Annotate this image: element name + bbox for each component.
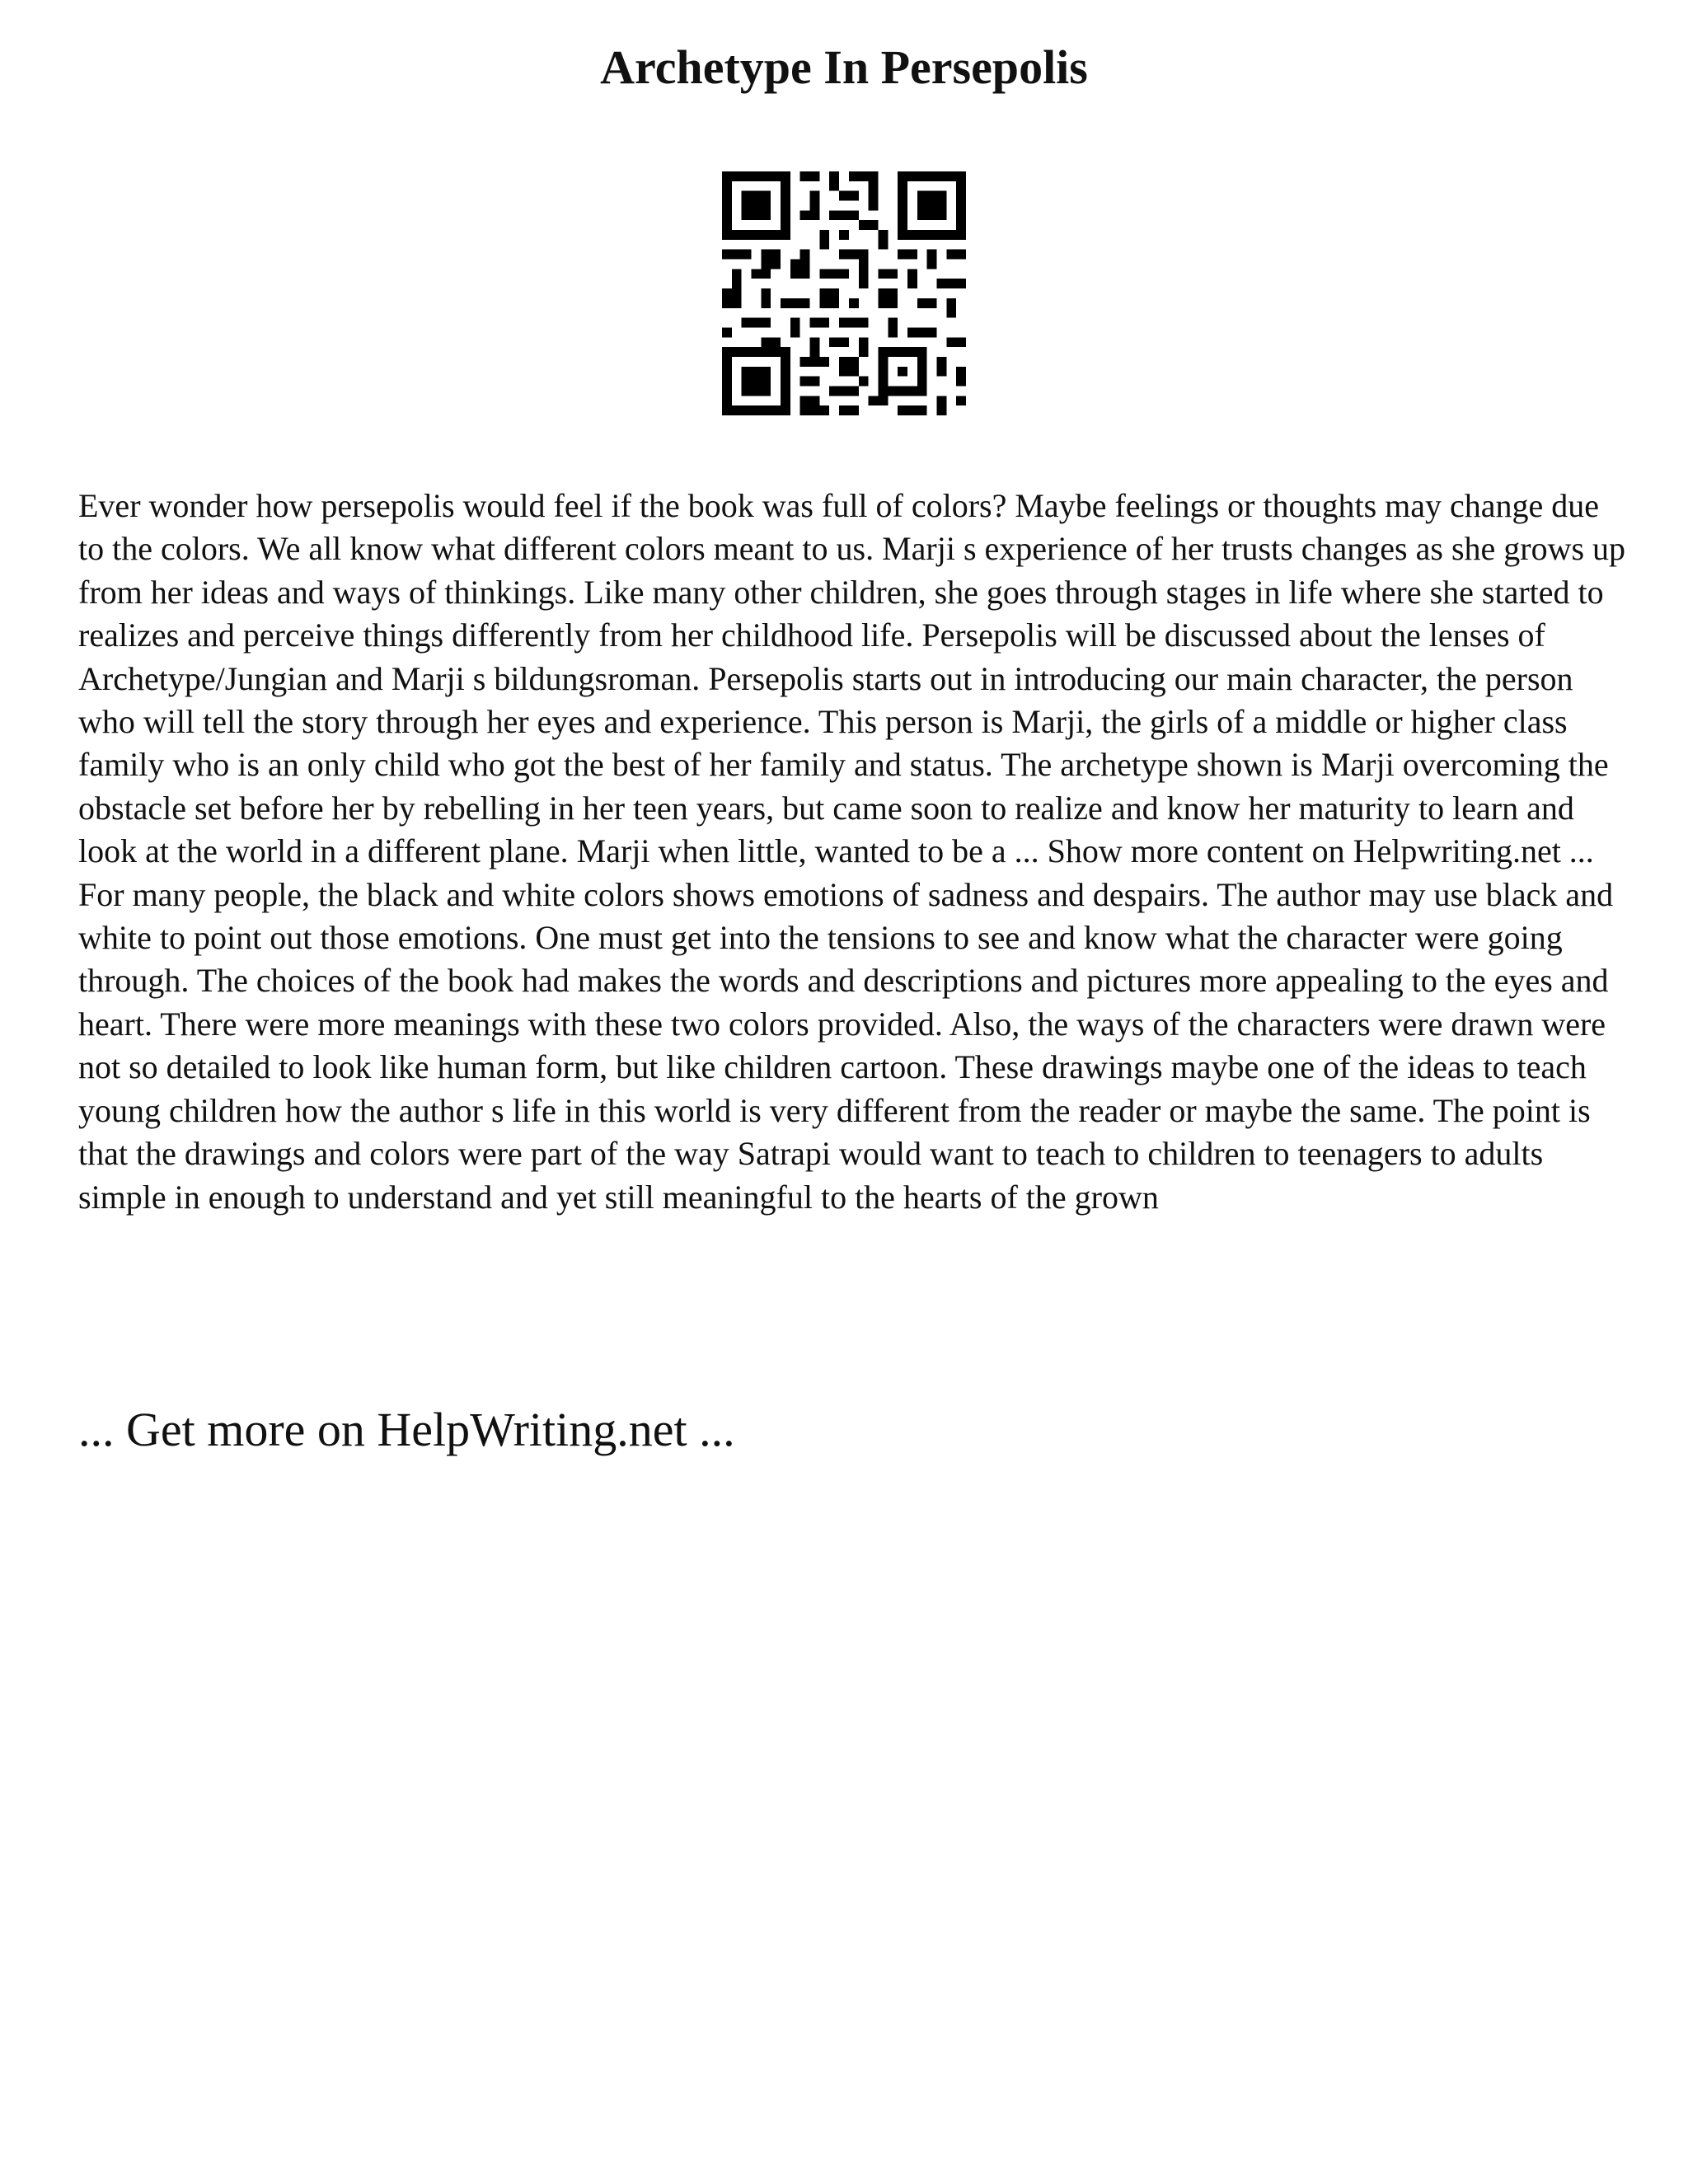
essay-body	[78, 485, 1628, 1219]
get-more-link[interactable]: ... Get more on HelpWriting.net ...	[78, 1403, 735, 1456]
qr-code-icon[interactable]	[722, 171, 966, 415]
essay-paragraph-1: Ever wonder how persepolis would feel if the book was full of colors? Maybe feelings or thoughts may change due to the colors. We all know what different colors meant to us. Marji s experience of her trusts changes as she grows up from her ideas and ways of thinkings. Like many other children, she goes through stages in life where she started to realizes and perceive things differently from her childhood life. Persepolis will be discussed about the lenses of Archetype/Jungian and Marji s bildungsroman. Persepolis starts out in introducing our main character, the person who will tell the story through her eyes and experience. This person is Marji, the girls of a middle or higher class family who is an only child who got the best of her family and status. The archetype shown is Marji overcoming the obstacle set before her by rebelling in her teen years, but came soon to realize and know her maturity to learn and look at the world in a different plane. Marji when little, wanted to be a ... Show more content on Helpwriting.net ...	[78, 487, 1626, 870]
page-title: Archetype In Persepolis	[600, 40, 1088, 94]
essay-paragraph-2: For many people, the black and white colors shows emotions of sadness and despairs. The author may use black and white to point out those emotions. One must get into the tensions to see and know what the character were going through. The choices of the book had makes the words and descriptions and pictures more appealing to the eyes and heart. There were more meanings with these two colors provided. Also, the ways of the characters were drawn were not so detailed to look like human form, but like children cartoon. These drawings maybe one of the ideas to teach young children how the author s life in this world is very different from the reader or maybe the same. The point is that the drawings and colors were part of the way Satrapi would want to teach to children to teenagers to adults simple in enough to understand and yet still meaningful to the hearts of the grown	[78, 875, 1614, 1216]
